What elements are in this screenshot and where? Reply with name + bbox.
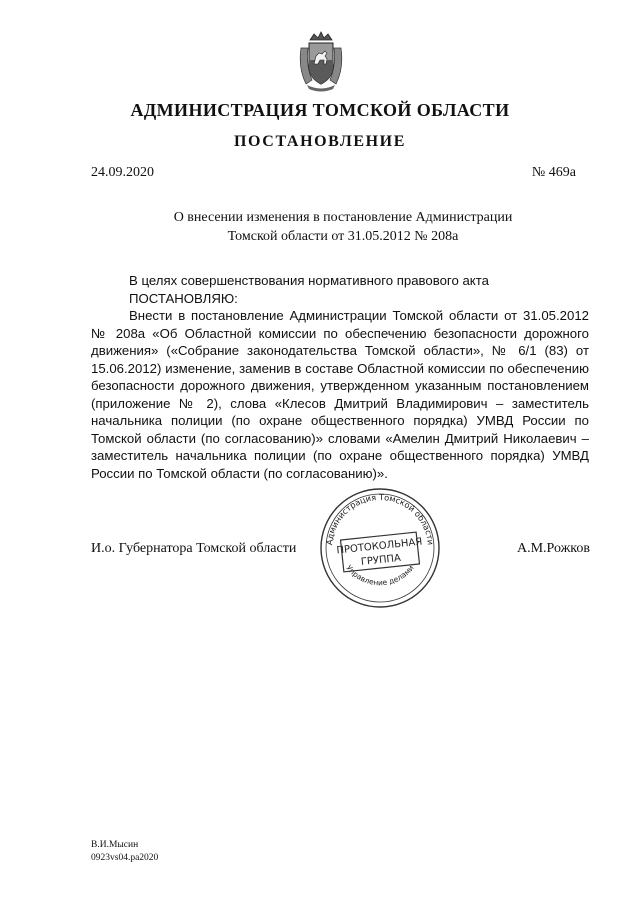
stamp-ring-text: Администрация Томской области <box>324 491 436 546</box>
seal-stamp <box>318 486 442 610</box>
stamp-center-line-2: ГРУППА <box>360 552 402 569</box>
document-subject <box>0 208 640 246</box>
footer-author: В.И.Мысин <box>91 840 139 850</box>
organization-title: АДМИНИСТРАЦИЯ ТОМСКОЙ ОБЛАСТИ <box>130 100 510 120</box>
coat-of-arms-icon <box>298 30 344 92</box>
signatory-title: И.о. Губернатора Томской области <box>91 541 297 556</box>
document-body <box>91 272 589 482</box>
subject-line-1: О внесении изменения в постановление Администрации <box>173 210 513 225</box>
document-date: 24.09.2020 <box>91 165 154 180</box>
body-resolve: ПОСТАНОВЛЯЮ: <box>129 290 238 306</box>
document-footer <box>91 839 158 865</box>
subject-line-2: Томской области от 31.05.2012 № 208а <box>227 229 459 244</box>
stamp-bottom-text: Управление делами <box>344 563 416 588</box>
document-type: ПОСТАНОВЛЕНИЕ <box>234 133 406 150</box>
footer-file-code: 0923vs04.ра2020 <box>91 853 159 863</box>
body-intro: В целях совершенствования нормативного правового акта <box>129 273 489 288</box>
document-number: № 469а <box>531 165 576 180</box>
signatory-name: А.М.Рожков <box>516 541 590 556</box>
body-paragraph: Внести в постановление Администрации Томской области от 31.05.2012 № 208а «Об Областной комиссии по обеспечению безопасности дорожного движения» («Собрание законодательства Томской области», № 6/1 (83) от 15.06.2012) изменение, заменив в составе Областной комиссии по обеспечению безопасности дорожного движения, утвержденном указанным постановлением (приложение № 2), слова «Клесов Дмитрий Владимирович – заместитель начальника полиции (по охране общественного порядка) УМВД России по Томской области (по согласованию)» словами «Амелин Дмитрий Николаевич – заместитель начальника полиции (по охране общественного порядка) УМВД России по Томской области (по согласованию)». <box>91 308 589 481</box>
stamp-center-line-1: ПРОТОКОЛЬНАЯ <box>336 536 423 557</box>
